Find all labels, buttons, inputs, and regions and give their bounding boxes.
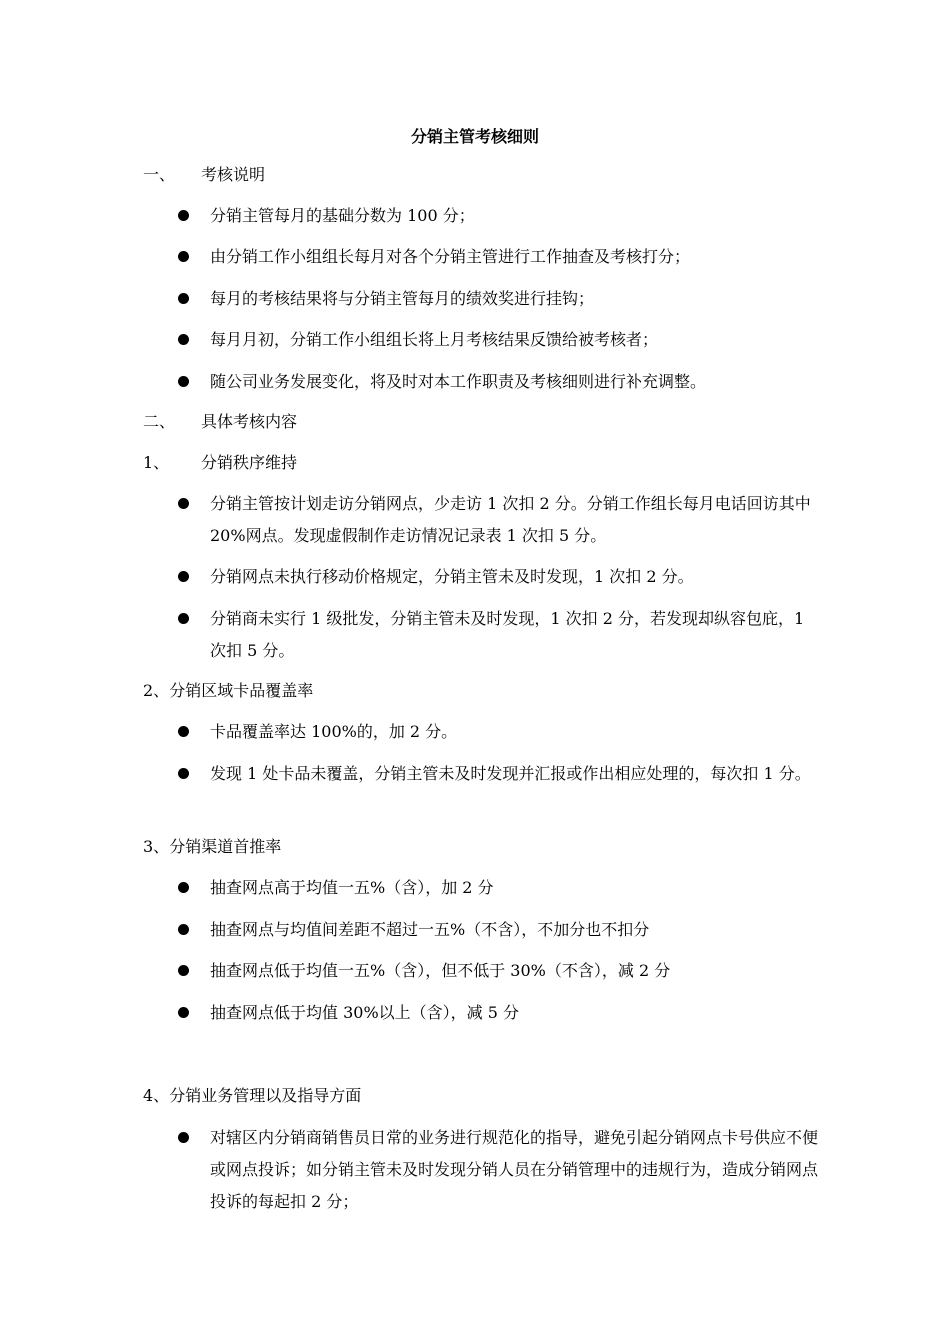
list-item [178, 324, 818, 356]
list-item [178, 366, 818, 398]
list-item [178, 758, 818, 790]
list-item-text: 抽查网点与均值间差距不超过一五%（不含），不加分也不扣分 [210, 920, 650, 939]
list-item [178, 283, 818, 315]
list-item-text: 发现 1 处卡品未覆盖，分销主管未及时发现并汇报或作出相应处理的，每次扣 1 分。 [210, 764, 811, 783]
subsection-heading-2 [143, 680, 313, 702]
list-item [178, 914, 818, 946]
list-item-text: 每月月初，分销工作小组组长将上月考核结果反馈给被考核者； [210, 330, 659, 349]
bullet-icon [178, 1132, 189, 1143]
list-item [178, 488, 818, 552]
section-number: 二、 [143, 412, 176, 431]
list-item-text: 对辖区内分销商销售员日常的业务进行规范化的指导，避免引起分销网点卡号供应不便或网点投诉；如分销主管未及时发现分销人员在分销管理中的违规行为，造成分销网点投诉的每起扣 2 分； [210, 1128, 819, 1211]
list-item-text: 卡品覆盖率达 100%的，加 2 分。 [210, 722, 458, 741]
bullet-icon [178, 210, 189, 221]
list-item [178, 955, 818, 987]
subsection-title: 分销渠道首推率 [169, 837, 282, 856]
list-item [178, 200, 818, 232]
subsection-heading-4 [143, 1085, 361, 1107]
list-item [178, 997, 818, 1029]
section-title: 考核说明 [201, 165, 266, 184]
list-item-text: 分销网点未执行移动价格规定，分销主管未及时发现，1 次扣 2 分。 [210, 567, 694, 586]
list-item [178, 716, 818, 748]
section-title: 具体考核内容 [201, 412, 298, 431]
bullet-icon [178, 376, 189, 387]
bullet-icon [178, 293, 189, 304]
list-item-text: 抽查网点高于均值一五%（含），加 2 分 [210, 878, 494, 897]
bullet-icon [178, 768, 189, 779]
subsection-number: 2、 [143, 681, 170, 700]
section-heading-2 [143, 411, 297, 433]
subsection-title: 分销区域卡品覆盖率 [169, 681, 314, 700]
subsection-number: 4、 [143, 1086, 170, 1105]
subsection-title: 分销秩序维持 [201, 453, 298, 472]
list-item [178, 241, 818, 273]
list-item [178, 603, 818, 667]
list-item-text: 随公司业务发展变化，将及时对本工作职责及考核细则进行补充调整。 [210, 372, 707, 391]
bullet-icon [178, 1007, 189, 1018]
bullet-icon [178, 334, 189, 345]
bullet-icon [178, 251, 189, 262]
list-item-text: 分销商未实行 1 级批发，分销主管未及时发现，1 次扣 2 分，若发现却纵容包庇，1 次扣 5 分。 [210, 609, 805, 660]
bullet-icon [178, 571, 189, 582]
list-item-text: 抽查网点低于均值 30%以上（含），减 5 分 [210, 1003, 520, 1022]
bullet-icon [178, 965, 189, 976]
bullet-icon [178, 882, 189, 893]
subsection-heading-3 [143, 836, 281, 858]
list-item-text: 分销主管每月的基础分数为 100 分； [210, 206, 475, 225]
list-item-text: 每月的考核结果将与分销主管每月的绩效奖进行挂钩； [210, 289, 595, 308]
subsection-number: 3、 [143, 837, 170, 856]
list-item-text: 由分销工作小组组长每月对各个分销主管进行工作抽查及考核打分； [210, 247, 691, 266]
list-item [178, 1122, 818, 1218]
section-heading-1 [143, 164, 265, 186]
document-title: 分销主管考核细则 [410, 127, 539, 146]
subsection-heading-1 [143, 452, 297, 474]
bullet-icon [178, 726, 189, 737]
list-item-text: 抽查网点低于均值一五%（含），但不低于 30%（不含），减 2 分 [210, 961, 671, 980]
bullet-icon [178, 498, 189, 509]
section-number: 一、 [143, 165, 176, 184]
subsection-number: 1、 [143, 453, 170, 472]
list-item [178, 561, 818, 593]
list-item-text: 分销主管按计划走访分销网点，少走访 1 次扣 2 分。分销工作组长每月电话回访其中 20%网点。发现虚假制作走访情况记录表 1 次扣 5 分。 [210, 494, 811, 545]
list-item [178, 872, 818, 904]
bullet-icon [178, 924, 189, 935]
subsection-title: 分销业务管理以及指导方面 [169, 1086, 362, 1105]
bullet-icon [178, 613, 189, 624]
